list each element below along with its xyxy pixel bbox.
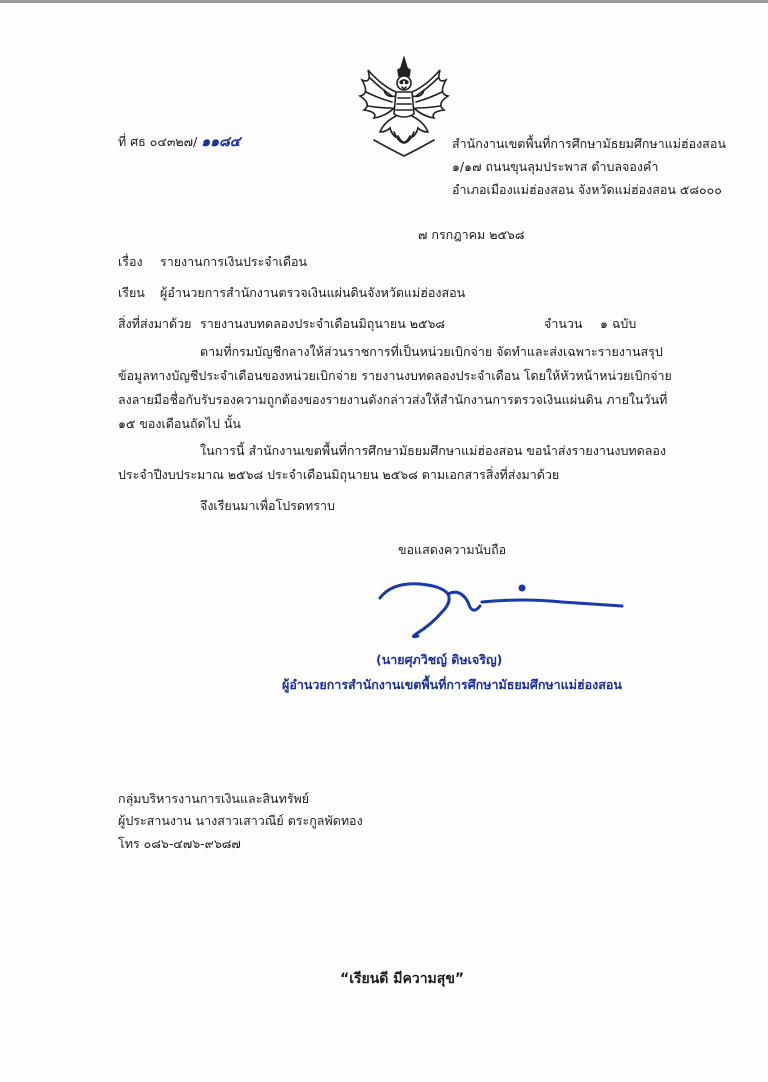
contact-coordinator: ผู้ประสานงาน นางสาวเสาวณีย์ ตระกูลพัดทอง: [118, 813, 363, 828]
body-para1-line3: ลงลายมือชื่อกับรับรองความถูกต้องของรายงานดังกล่าวส่งให้สำนักงานการตรวจเงินแผ่นดิน ภายในวันที่: [118, 392, 668, 407]
recipient-label: เรียน: [118, 285, 145, 300]
signer-position: ผู้อำนวยการสำนักงานเขตพื้นที่การศึกษามัธยมศึกษาแม่ฮ่องสอน: [282, 677, 622, 692]
contact-group: กลุ่มบริหารงานการเงินและสินทรัพย์: [118, 791, 310, 806]
attachment-label: สิ่งที่ส่งมาด้วย: [118, 316, 192, 331]
attachment-qty: ๑ ฉบับ: [600, 316, 637, 331]
recipient-text: ผู้อำนวยการสำนักงานตรวจเงินแผ่นดินจังหวัดแม่ฮ่องสอน: [160, 285, 466, 300]
body-para2-line2: ประจำปีงบประมาณ ๒๕๖๘ ประจำเดือนมิถุนายน ๒๕๖๘ ตามเอกสารสิ่งที่ส่งมาด้วย: [118, 467, 560, 482]
signer-name: (นายศุภวิชญ์ ดิษเจริญ): [376, 652, 503, 667]
body-para2-line1: ในการนี้ สำนักงานเขตพื้นที่การศึกษามัธยมศึกษาแม่ฮ่องสอน ขอนำส่งรายงานงบทดลอง: [200, 443, 667, 458]
document-number-handwritten: ๑๑๘๔: [201, 134, 241, 150]
document-number-label: ที่ ศธ ๐๔๓๒๗/: [118, 134, 198, 149]
garuda-emblem-icon: [354, 56, 454, 158]
subject-label: เรื่อง: [118, 254, 143, 269]
closing-salutation: ขอแสดงความนับถือ: [398, 542, 507, 557]
attachment-text: รายงานงบทดลองประจำเดือนมิถุนายน ๒๕๖๘: [200, 316, 446, 331]
body-para1-line1: ตามที่กรมบัญชีกลางให้ส่วนราชการที่เป็นหน่วยเบิกจ่าย จัดทำและส่งเฉพาะรายงานสรุป: [200, 344, 663, 359]
document-number: [118, 134, 240, 150]
signature-image: [372, 572, 628, 648]
scan-edge: [0, 0, 768, 3]
office-address-line2: อำเภอเมืองแม่ฮ่องสอน จังหวัดแม่ฮ่องสอน ๕๘๐๐๐: [452, 182, 722, 197]
contact-phone: โทร ๐๘๖-๔๗๖-๙๖๘๗: [118, 836, 241, 851]
body-para1-line2: ข้อมูลทางบัญชีประจำเดือนของหน่วยเบิกจ่าย รายงานงบทดลองประจำเดือน โดยให้หัวหน้าหน่วยเบิกจ่าย: [118, 368, 672, 383]
subject-text: รายงานการเงินประจำเดือน: [160, 254, 308, 269]
slogan: “เรียนดี มีความสุข”: [340, 971, 465, 987]
body-para1-line4: ๑๕ ของเดือนถัดไป นั้น: [118, 416, 241, 431]
document-date: ๗ กรกฎาคม ๒๕๖๘: [418, 227, 525, 242]
attachment-qty-label: จำนวน: [544, 316, 583, 331]
closing-request: จึงเรียนมาเพื่อโปรดทราบ: [200, 498, 335, 513]
office-address-line1: ๑/๑๗ ถนนขุนลุมประพาส ตำบลจองคำ: [452, 159, 659, 174]
office-name: สำนักงานเขตพื้นที่การศึกษามัธยมศึกษาแม่ฮ่องสอน: [452, 136, 726, 151]
